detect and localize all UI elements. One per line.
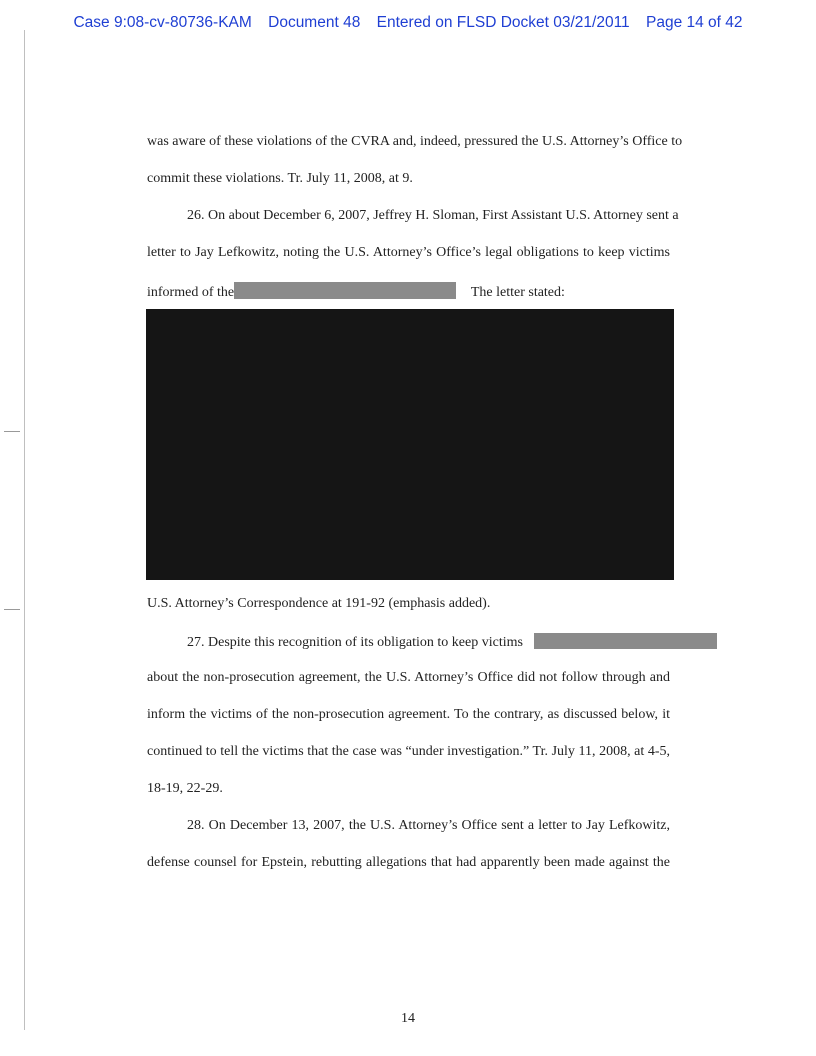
paragraph-27-line [187,633,747,651]
paragraph-28-line: 28. On December 13, 2007, the U.S. Attorney’s Office sent a letter to Jay Lefkowitz, [187,818,670,833]
redaction-bar [234,282,456,299]
paragraph-26-line: letter to Jay Lefkowitz, noting the U.S. Attorney’s Office’s legal obligations to keep victims [147,245,670,260]
document-number: Document 48 [268,14,361,31]
margin-tick [4,431,20,432]
paragraph-26-text: The letter stated: [470,285,565,300]
paragraph-28-line: defense counsel for Epstein, rebutting allegations that had apparently been made against the [147,855,670,870]
paragraph-27-line: 18-19, 22-29. [147,781,223,796]
paragraph-26-text: informed of the [147,285,235,300]
paragraph-27-line: continued to tell the victims that the case was “under investigation.” Tr. July 11, 2008, at 4-5, [147,744,670,759]
paragraph-26-line: 26. On about December 6, 2007, Jeffrey H. Sloman, First Assistant U.S. Attorney sent a [187,208,679,223]
case-number: Case 9:08-cv-80736-KAM [73,14,252,31]
citation: U.S. Attorney’s Correspondence at 191-92 (emphasis added). [147,596,491,611]
body-line: commit these violations. Tr. July 11, 2008, at 9. [147,171,413,186]
page-number: 14 [401,1011,415,1026]
docket-header [0,14,816,32]
paragraph-27-line: about the non-prosecution agreement, the U.S. Attorney’s Office did not follow through and [147,670,670,685]
docket-entry: Entered on FLSD Docket 03/21/2011 [376,14,630,31]
body-line: was aware of these violations of the CVRA and, indeed, pressured the U.S. Attorney’s Office to [147,134,683,149]
redacted-block [146,309,674,580]
paragraph-27-line: inform the victims of the non-prosecution agreement. To the contrary, as discussed below, it [147,707,670,722]
page-count: Page 14 of 42 [646,14,743,31]
margin-rule [24,30,25,1030]
margin-tick [4,609,20,610]
paragraph-26-line [147,282,670,300]
paragraph-27-text: 27. Despite this recognition of its obligation to keep victims [187,635,523,650]
redaction-bar [534,633,717,649]
